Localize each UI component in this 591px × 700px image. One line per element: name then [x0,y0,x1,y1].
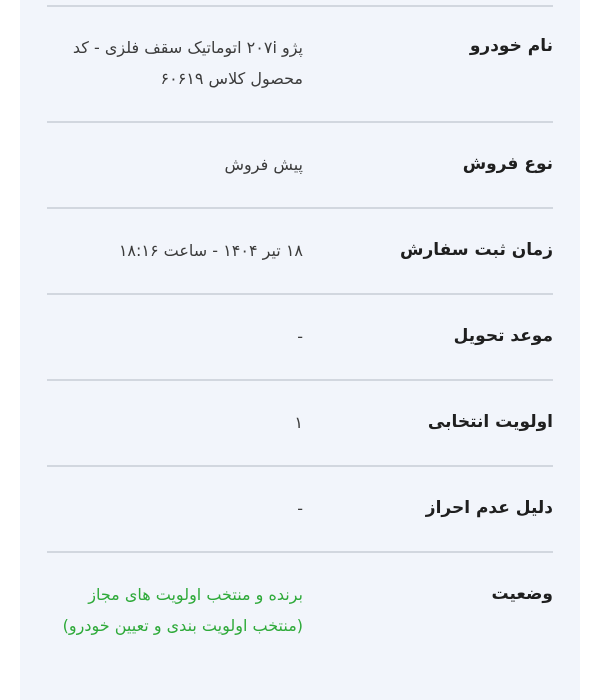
detail-row-selected-priority [47,381,553,467]
status-value: برنده و منتخب اولویت های مجاز (منتخب اولویت بندی و تعیین خودرو) [62,585,303,635]
order-time-label: زمان ثبت سفارش [400,240,553,260]
rejection-reason-label: دلیل عدم احراز [425,498,553,518]
detail-row-car-name [47,0,553,123]
detail-row-order-time [47,209,553,295]
detail-row-sale-type [47,123,553,209]
car-name-value: پژو ۲۰۷i اتوماتیک سقف فلزی - کد محصول کلاس ۶۰۶۱۹ [72,38,303,88]
delivery-date-label: موعد تحویل [453,326,553,346]
detail-row-status [47,553,553,693]
selected-priority-value: ۱ [294,413,303,432]
detail-row-rejection-reason [47,467,553,553]
sale-type-value: پیش فروش [224,155,303,174]
status-label: وضعیت [491,584,553,604]
details-list [47,0,553,693]
selected-priority-label: اولویت انتخابی [427,412,553,432]
car-name-label: نام خودرو [469,36,553,56]
delivery-date-value: - [297,327,303,346]
detail-row-delivery-date [47,295,553,381]
rejection-reason-value: - [297,499,303,518]
order-time-value: ۱۸ تیر ۱۴۰۴ - ساعت ۱۸:۱۶ [118,241,303,260]
sale-type-label: نوع فروش [462,154,553,174]
